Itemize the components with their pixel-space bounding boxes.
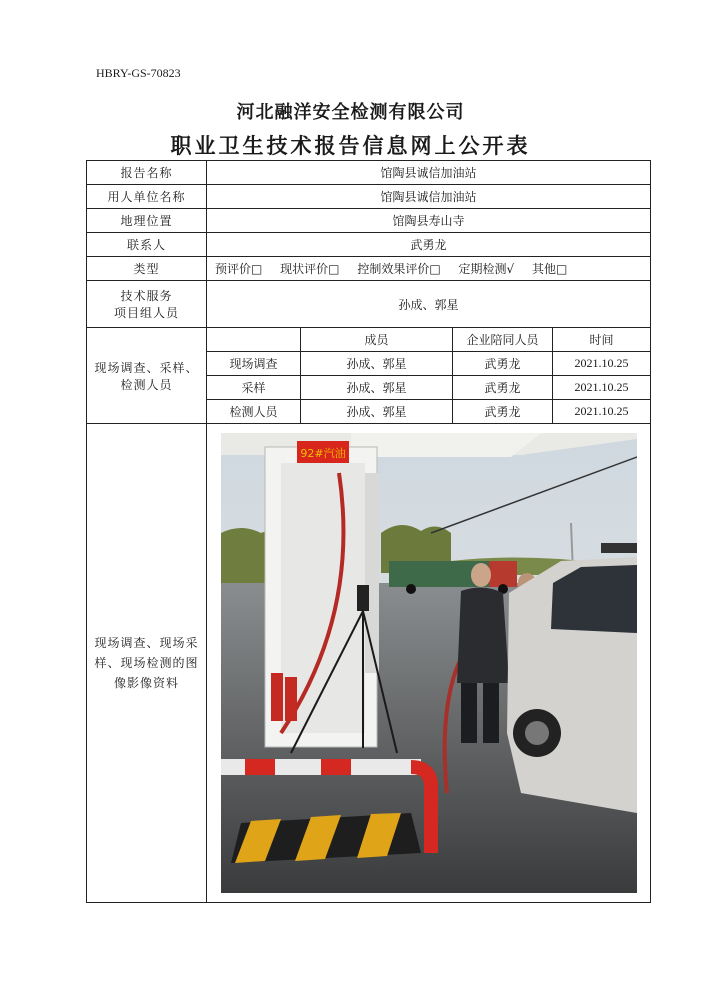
task-members: 孙成、郭星 <box>301 352 453 376</box>
team-label-line1: 技术服务 <box>120 289 173 303</box>
disclosure-table <box>86 160 651 903</box>
team-value: 孙成、郭星 <box>207 281 651 328</box>
task-escort: 武勇龙 <box>453 352 553 376</box>
site-photo <box>221 433 637 893</box>
type-option-control-evaluation: 控制效果评价□ <box>357 262 441 276</box>
contact-label: 联系人 <box>87 233 207 257</box>
row-team <box>87 281 651 328</box>
task-date: 2021.10.25 <box>553 400 651 424</box>
photo-label-line3: 像影像资料 <box>113 676 179 690</box>
location-value: 馆陶县寿山寺 <box>207 209 651 233</box>
task-escort: 武勇龙 <box>453 400 553 424</box>
photo-label-line1: 现场调查、现场采 <box>94 636 199 650</box>
team-label <box>87 281 207 328</box>
field-staff-label <box>87 328 207 424</box>
company-name: 河北融洋安全检测有限公司 <box>236 102 465 123</box>
document-code: HBRY-GS-70823 <box>96 66 181 80</box>
photo-cell <box>207 424 651 903</box>
row-type <box>87 257 651 281</box>
team-label-line2: 项目组人员 <box>113 306 179 320</box>
type-options <box>207 257 651 281</box>
employer-label: 用人单位名称 <box>87 185 207 209</box>
task-escort: 武勇龙 <box>453 376 553 400</box>
task-members: 孙成、郭星 <box>301 376 453 400</box>
task-date: 2021.10.25 <box>553 352 651 376</box>
row-report-name <box>87 161 651 185</box>
photo-label-line2: 样、现场检测的图 <box>94 656 199 670</box>
type-option-other: 其他□ <box>532 262 568 276</box>
task-members: 孙成、郭星 <box>301 400 453 424</box>
row-employer <box>87 185 651 209</box>
type-label: 类型 <box>87 257 207 281</box>
location-label: 地理位置 <box>87 209 207 233</box>
report-name-value: 馆陶县诚信加油站 <box>207 161 651 185</box>
row-field-staff-header <box>87 328 651 352</box>
field-staff-label-line2: 检测人员 <box>120 377 173 392</box>
page-title: 职业卫生技术报告信息网上公开表 <box>170 133 531 158</box>
report-name-label: 报告名称 <box>87 161 207 185</box>
field-staff-header-blank <box>207 328 301 352</box>
task-name: 采样 <box>207 376 301 400</box>
header-members: 成员 <box>301 328 453 352</box>
task-name: 检测人员 <box>207 400 301 424</box>
gas-station-photo <box>221 433 637 893</box>
type-option-status-evaluation: 现状评价□ <box>280 262 340 276</box>
row-contact <box>87 233 651 257</box>
pump-sign-text: 92#汽油 <box>299 447 346 460</box>
task-date: 2021.10.25 <box>553 376 651 400</box>
header-escort: 企业陪同人员 <box>453 328 553 352</box>
type-option-pre-evaluation: 预评价□ <box>215 262 263 276</box>
header-time: 时间 <box>553 328 651 352</box>
row-location <box>87 209 651 233</box>
field-staff-label-line1: 现场调查、采样、 <box>94 360 199 375</box>
employer-value: 馆陶县诚信加油站 <box>207 185 651 209</box>
row-photo <box>87 424 651 903</box>
type-option-periodic-testing: 定期检测√ <box>458 262 515 276</box>
photo-section-label <box>87 424 207 903</box>
contact-value: 武勇龙 <box>207 233 651 257</box>
task-name: 现场调查 <box>207 352 301 376</box>
